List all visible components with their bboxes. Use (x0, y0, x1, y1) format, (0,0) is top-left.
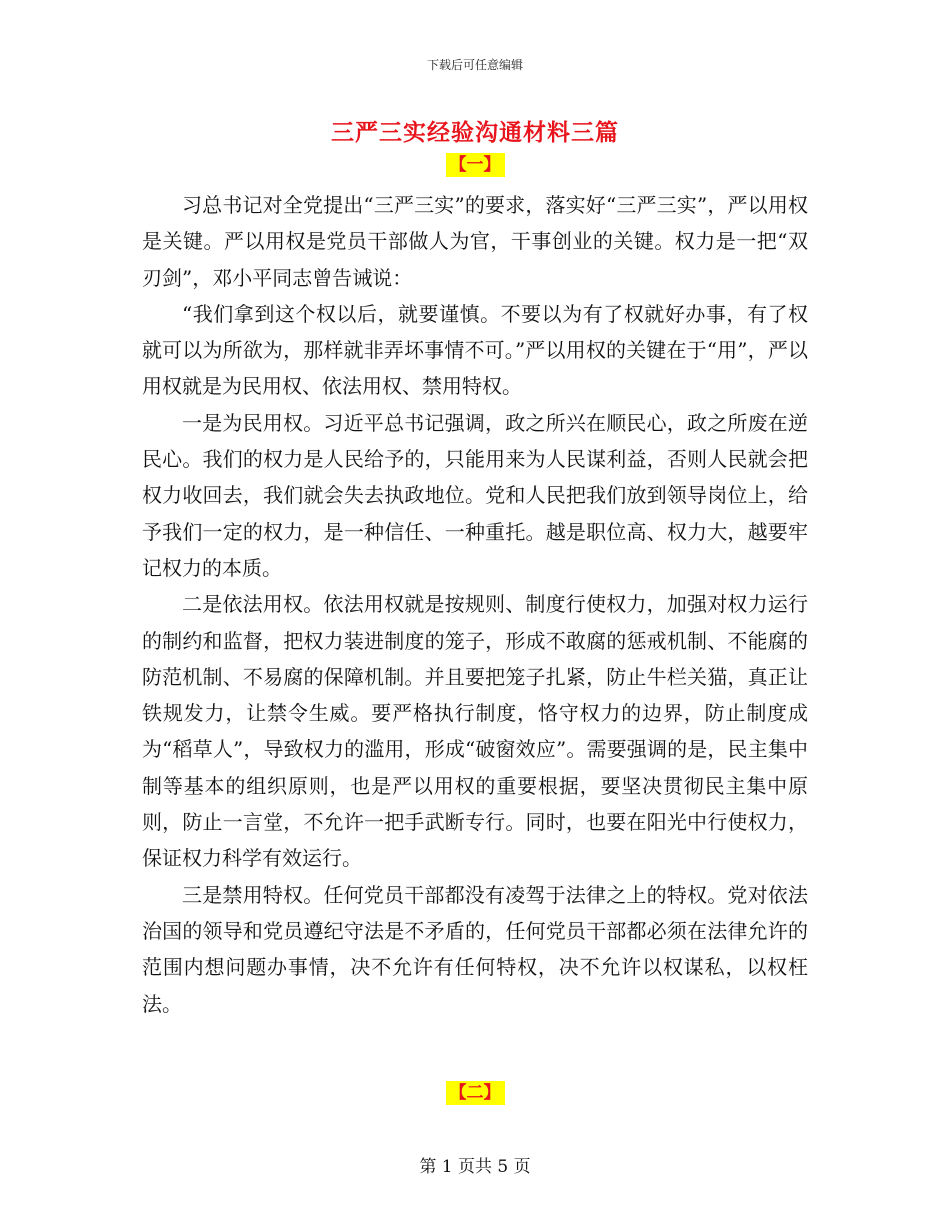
section-marker-2 (0, 1081, 950, 1105)
page-footer: 第 1 页共 5 页 (419, 1157, 531, 1177)
paragraph-quote: “我们拿到这个权以后，就要谨慎。不要以为有了权就好办事，有了权就可以为所欲为，那样就非弄坏事情不可。”严以用权的关键在于“用”，严以用权就是为民用权、依法用权、禁用特权。 (142, 301, 808, 399)
document-title: 三严三实经验沟通材料三篇 (331, 120, 619, 146)
paragraph-point-two: 二是依法用权。依法用权就是按规则、制度行使权力，加强对权力运行的制约和监督，把权力装进制度的笼子，形成不敢腐的惩戒机制、不能腐的防范机制、不易腐的保障机制。并且要把笼子扎紧，防止牛栏关猫，真正让铁规发力，让禁令生威。要严格执行制度，恪守权力的边界，防止制度成为“稻草人”，导致权力的滥用，形成“破窗效应”。需要强调的是，民主集中制等基本的组织原则，也是严以用权的重要根据，要坚决贯彻民主集中原则，防止一言堂，不允许一把手武断专行。同时，也要在阳光中行使权力，保证权力科学有效运行。 (142, 592, 808, 871)
paragraph-point-one: 一是为民用权。习近平总书记强调，政之所兴在顺民心，政之所废在逆民心。我们的权力是人民给予的，只能用来为人民谋利益，否则人民就会把权力收回去，我们就会失去执政地位。党和人民把我们放到领导岗位上，给予我们一定的权力，是一种信任、一种重托。越是职位高、权力大，越要牢记权力的本质。 (142, 410, 808, 580)
section-marker-2-label: 【二】 (446, 1081, 505, 1105)
section-marker-1-label: 【一】 (446, 153, 505, 177)
paragraph-intro: 习总书记对全党提出“三严三实”的要求，落实好“三严三实”，严以用权是关键。严以用权是党员干部做人为官，干事创业的关键。权力是一把“双刃剑”，邓小平同志曾告诫说： (142, 193, 808, 290)
paragraph-point-three: 三是禁用特权。任何党员干部都没有凌驾于法律之上的特权。党对依法治国的领导和党员遵纪守法是不矛盾的，任何党员干部都必须在法律允许的范围内想问题办事情，决不允许有任何特权，决不允许以权谋私，以权枉法。 (142, 882, 808, 1016)
header-note: 下载后可任意编辑 (426, 58, 523, 72)
document-body (142, 187, 808, 1022)
section-marker-1 (0, 153, 950, 177)
